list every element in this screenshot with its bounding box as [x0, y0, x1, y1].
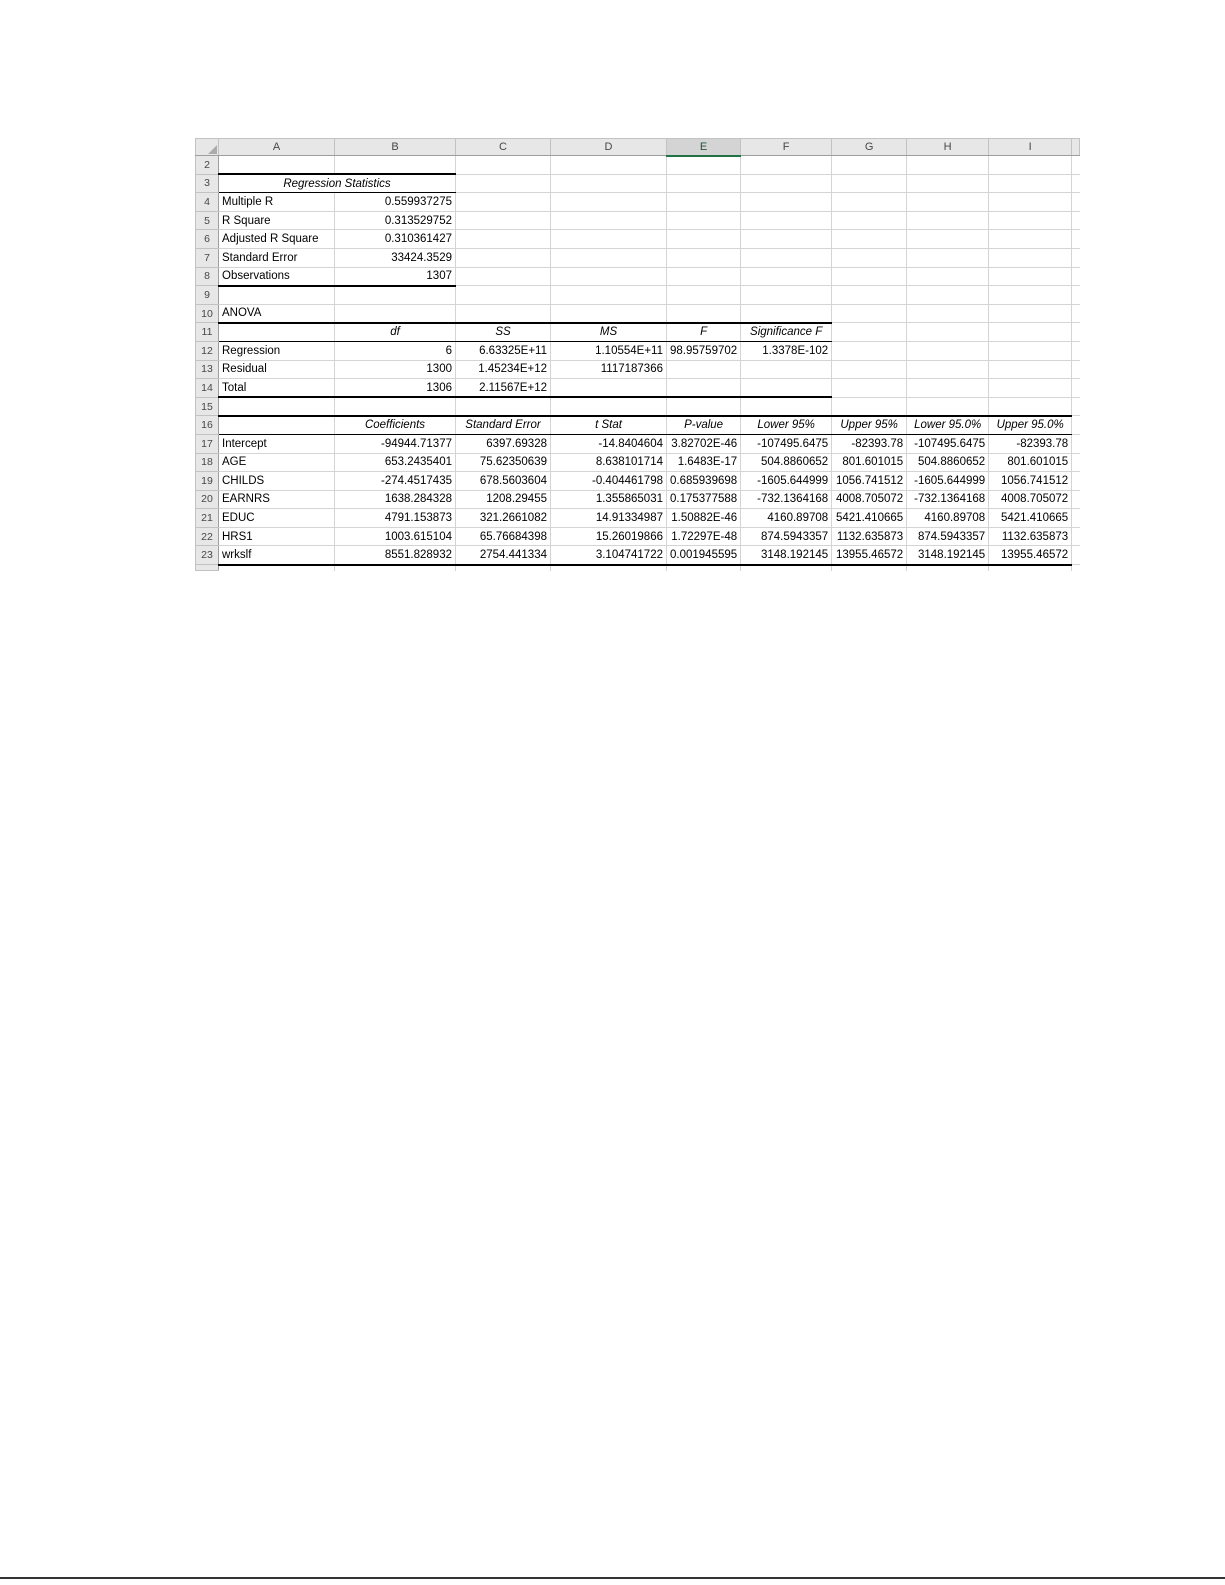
- cell-I17[interactable]: -82393.78: [989, 434, 1072, 453]
- cell-F7[interactable]: [741, 248, 832, 267]
- cell-D16[interactable]: t Stat: [551, 416, 667, 435]
- row-header-19[interactable]: 19: [196, 472, 219, 491]
- cell-I9[interactable]: [989, 286, 1072, 305]
- row-header-2[interactable]: 2: [196, 156, 219, 175]
- cell-F16[interactable]: Lower 95%: [741, 416, 832, 435]
- cell-C2[interactable]: [456, 156, 551, 175]
- cell-G3[interactable]: [832, 174, 907, 193]
- cell-E4[interactable]: [667, 193, 741, 212]
- cell-A16[interactable]: [219, 416, 335, 435]
- cell-A13[interactable]: Residual: [219, 360, 335, 379]
- cell-B16[interactable]: Coefficients: [335, 416, 456, 435]
- row-header-13[interactable]: 13: [196, 360, 219, 379]
- cell-I6[interactable]: [989, 230, 1072, 249]
- cell-H3[interactable]: [907, 174, 989, 193]
- column-header-C[interactable]: C: [456, 139, 551, 156]
- cell-G9[interactable]: [832, 286, 907, 305]
- cell-edge-15[interactable]: [1072, 397, 1080, 416]
- cell-C20[interactable]: 1208.29455: [456, 490, 551, 509]
- cell-B2[interactable]: [335, 156, 456, 175]
- cell-edge-7[interactable]: [1072, 248, 1080, 267]
- cell-E12[interactable]: 98.95759702: [667, 341, 741, 360]
- cell-B20[interactable]: 1638.284328: [335, 490, 456, 509]
- cell-I8[interactable]: [989, 267, 1072, 286]
- cell-F10[interactable]: [741, 304, 832, 323]
- row-header-partial[interactable]: [196, 565, 219, 571]
- cell-D20[interactable]: 1.355865031: [551, 490, 667, 509]
- cell-E11[interactable]: F: [667, 323, 741, 342]
- cell-D6[interactable]: [551, 230, 667, 249]
- cell-D23[interactable]: 3.104741722: [551, 546, 667, 565]
- cell-B18[interactable]: 653.2435401: [335, 453, 456, 472]
- cell-partial-9[interactable]: [1072, 565, 1080, 571]
- cell-edge-16[interactable]: [1072, 416, 1080, 435]
- cell-B19[interactable]: -274.4517435: [335, 472, 456, 491]
- cell-G16[interactable]: Upper 95%: [832, 416, 907, 435]
- cell-F20[interactable]: -732.1364168: [741, 490, 832, 509]
- cell-A3[interactable]: Regression Statistics: [219, 174, 456, 193]
- row-header-18[interactable]: 18: [196, 453, 219, 472]
- cell-B11[interactable]: df: [335, 323, 456, 342]
- cell-A15[interactable]: [219, 397, 335, 416]
- cell-A4[interactable]: Multiple R: [219, 193, 335, 212]
- column-header-H[interactable]: H: [907, 139, 989, 156]
- row-header-10[interactable]: 10: [196, 304, 219, 323]
- spreadsheet-grid: [195, 138, 1080, 571]
- cell-F4[interactable]: [741, 193, 832, 212]
- cell-H11[interactable]: [907, 323, 989, 342]
- column-header-A[interactable]: A: [219, 139, 335, 156]
- cell-A20[interactable]: EARNRS: [219, 490, 335, 509]
- row-header-17[interactable]: 17: [196, 434, 219, 453]
- cell-edge-3[interactable]: [1072, 174, 1080, 193]
- cell-D3[interactable]: [551, 174, 667, 193]
- cell-E17[interactable]: 3.82702E-46: [667, 434, 741, 453]
- cell-B10[interactable]: [335, 304, 456, 323]
- cell-D12[interactable]: 1.10554E+11: [551, 341, 667, 360]
- cell-C17[interactable]: 6397.69328: [456, 434, 551, 453]
- cell-G20[interactable]: 4008.705072: [832, 490, 907, 509]
- cell-H2[interactable]: [907, 156, 989, 175]
- cell-F5[interactable]: [741, 211, 832, 230]
- row-header-15[interactable]: 15: [196, 397, 219, 416]
- cell-G2[interactable]: [832, 156, 907, 175]
- cell-E5[interactable]: [667, 211, 741, 230]
- cell-G17[interactable]: -82393.78: [832, 434, 907, 453]
- cell-D18[interactable]: 8.638101714: [551, 453, 667, 472]
- cell-G23[interactable]: 13955.46572: [832, 546, 907, 565]
- cell-H9[interactable]: [907, 286, 989, 305]
- cell-H16[interactable]: Lower 95.0%: [907, 416, 989, 435]
- cell-C9[interactable]: [456, 286, 551, 305]
- cell-edge-4[interactable]: [1072, 193, 1080, 212]
- cell-C12[interactable]: 6.63325E+11: [456, 341, 551, 360]
- cell-A9[interactable]: [219, 286, 335, 305]
- cell-I7[interactable]: [989, 248, 1072, 267]
- cell-G7[interactable]: [832, 248, 907, 267]
- cell-D2[interactable]: [551, 156, 667, 175]
- cell-E18[interactable]: 1.6483E-17: [667, 453, 741, 472]
- cell-F13[interactable]: [741, 360, 832, 379]
- cell-C11[interactable]: SS: [456, 323, 551, 342]
- column-header-E[interactable]: E: [667, 139, 741, 156]
- cell-I19[interactable]: 1056.741512: [989, 472, 1072, 491]
- cell-I23[interactable]: 13955.46572: [989, 546, 1072, 565]
- cell-partial-1[interactable]: [335, 565, 456, 571]
- row-header-7[interactable]: 7: [196, 248, 219, 267]
- column-header-B[interactable]: B: [335, 139, 456, 156]
- cell-H18[interactable]: 504.8860652: [907, 453, 989, 472]
- cell-I4[interactable]: [989, 193, 1072, 212]
- cell-G13[interactable]: [832, 360, 907, 379]
- cell-D7[interactable]: [551, 248, 667, 267]
- row-header-6[interactable]: 6: [196, 230, 219, 249]
- cell-B13[interactable]: 1300: [335, 360, 456, 379]
- cell-A18[interactable]: AGE: [219, 453, 335, 472]
- cell-G10[interactable]: [832, 304, 907, 323]
- cell-B17[interactable]: -94944.71377: [335, 434, 456, 453]
- cell-F9[interactable]: [741, 286, 832, 305]
- cell-G12[interactable]: [832, 341, 907, 360]
- row-header-9[interactable]: 9: [196, 286, 219, 305]
- cell-C5[interactable]: [456, 211, 551, 230]
- select-all-button[interactable]: [196, 139, 219, 156]
- cell-F18[interactable]: 504.8860652: [741, 453, 832, 472]
- cell-B5[interactable]: 0.313529752: [335, 211, 456, 230]
- cell-partial-6[interactable]: [832, 565, 907, 571]
- cell-B21[interactable]: 4791.153873: [335, 509, 456, 528]
- cell-C16[interactable]: Standard Error: [456, 416, 551, 435]
- cell-I22[interactable]: 1132.635873: [989, 527, 1072, 546]
- cell-G14[interactable]: [832, 379, 907, 398]
- column-header-I[interactable]: I: [989, 139, 1072, 156]
- cell-G21[interactable]: 5421.410665: [832, 509, 907, 528]
- cell-edge-9[interactable]: [1072, 286, 1080, 305]
- page-bottom-rule: [0, 1577, 1225, 1579]
- cell-H21[interactable]: 4160.89708: [907, 509, 989, 528]
- cell-A23[interactable]: wrkslf: [219, 546, 335, 565]
- cell-D4[interactable]: [551, 193, 667, 212]
- cell-I2[interactable]: [989, 156, 1072, 175]
- cell-E22[interactable]: 1.72297E-48: [667, 527, 741, 546]
- row-header-14[interactable]: 14: [196, 379, 219, 398]
- cell-H4[interactable]: [907, 193, 989, 212]
- cell-partial-0[interactable]: [219, 565, 335, 571]
- cell-A11[interactable]: [219, 323, 335, 342]
- cell-D9[interactable]: [551, 286, 667, 305]
- cell-F23[interactable]: 3148.192145: [741, 546, 832, 565]
- cell-partial-2[interactable]: [456, 565, 551, 571]
- cell-edge-6[interactable]: [1072, 230, 1080, 249]
- cell-C21[interactable]: 321.2661082: [456, 509, 551, 528]
- cell-E19[interactable]: 0.685939698: [667, 472, 741, 491]
- row-header-4[interactable]: 4: [196, 193, 219, 212]
- cell-E10[interactable]: [667, 304, 741, 323]
- cell-H17[interactable]: -107495.6475: [907, 434, 989, 453]
- column-header-edge[interactable]: [1072, 139, 1080, 156]
- cell-E16[interactable]: P-value: [667, 416, 741, 435]
- cell-H5[interactable]: [907, 211, 989, 230]
- cell-edge-21[interactable]: [1072, 509, 1080, 528]
- row-header-16[interactable]: 16: [196, 416, 219, 435]
- cell-A5[interactable]: R Square: [219, 211, 335, 230]
- row-header-11[interactable]: 11: [196, 323, 219, 342]
- cell-H20[interactable]: -732.1364168: [907, 490, 989, 509]
- cell-edge-22[interactable]: [1072, 527, 1080, 546]
- cell-I3[interactable]: [989, 174, 1072, 193]
- cell-B15[interactable]: [335, 397, 456, 416]
- cell-edge-20[interactable]: [1072, 490, 1080, 509]
- column-header-F[interactable]: F: [741, 139, 832, 156]
- cell-G5[interactable]: [832, 211, 907, 230]
- cell-C3[interactable]: [456, 174, 551, 193]
- select-all-icon: [208, 145, 217, 154]
- cell-edge-2[interactable]: [1072, 156, 1080, 175]
- cell-E2[interactable]: [667, 156, 741, 175]
- cell-F11[interactable]: Significance F: [741, 323, 832, 342]
- cell-C14[interactable]: 2.11567E+12: [456, 379, 551, 398]
- cell-F6[interactable]: [741, 230, 832, 249]
- cell-B9[interactable]: [335, 286, 456, 305]
- cell-G11[interactable]: [832, 323, 907, 342]
- cell-H23[interactable]: 3148.192145: [907, 546, 989, 565]
- cell-edge-11[interactable]: [1072, 323, 1080, 342]
- cell-D8[interactable]: [551, 267, 667, 286]
- cell-partial-3[interactable]: [551, 565, 667, 571]
- cell-H10[interactable]: [907, 304, 989, 323]
- column-header-G[interactable]: G: [832, 139, 907, 156]
- column-header-D[interactable]: D: [551, 139, 667, 156]
- row-header-22[interactable]: 22: [196, 527, 219, 546]
- cell-H19[interactable]: -1605.644999: [907, 472, 989, 491]
- cell-G19[interactable]: 1056.741512: [832, 472, 907, 491]
- cell-I21[interactable]: 5421.410665: [989, 509, 1072, 528]
- cell-edge-23[interactable]: [1072, 546, 1080, 565]
- cell-edge-19[interactable]: [1072, 472, 1080, 491]
- cell-B7[interactable]: 33424.3529: [335, 248, 456, 267]
- cell-edge-18[interactable]: [1072, 453, 1080, 472]
- cell-H14[interactable]: [907, 379, 989, 398]
- cell-E23[interactable]: 0.001945595: [667, 546, 741, 565]
- cell-F19[interactable]: -1605.644999: [741, 472, 832, 491]
- cell-F14[interactable]: [741, 379, 832, 398]
- cell-B23[interactable]: 8551.828932: [335, 546, 456, 565]
- cell-D11[interactable]: MS: [551, 323, 667, 342]
- cell-B22[interactable]: 1003.615104: [335, 527, 456, 546]
- cell-A22[interactable]: HRS1: [219, 527, 335, 546]
- cell-E3[interactable]: [667, 174, 741, 193]
- cell-A14[interactable]: Total: [219, 379, 335, 398]
- cell-A21[interactable]: EDUC: [219, 509, 335, 528]
- cell-F17[interactable]: -107495.6475: [741, 434, 832, 453]
- cell-edge-5[interactable]: [1072, 211, 1080, 230]
- cell-A7[interactable]: Standard Error: [219, 248, 335, 267]
- cell-A17[interactable]: Intercept: [219, 434, 335, 453]
- cell-C4[interactable]: [456, 193, 551, 212]
- cell-E8[interactable]: [667, 267, 741, 286]
- row-header-12[interactable]: 12: [196, 341, 219, 360]
- cell-B4[interactable]: 0.559937275: [335, 193, 456, 212]
- cell-D19[interactable]: -0.404461798: [551, 472, 667, 491]
- cell-G22[interactable]: 1132.635873: [832, 527, 907, 546]
- cell-H15[interactable]: [907, 397, 989, 416]
- cell-H7[interactable]: [907, 248, 989, 267]
- cell-H8[interactable]: [907, 267, 989, 286]
- cell-D17[interactable]: -14.8404604: [551, 434, 667, 453]
- cell-E15[interactable]: [667, 397, 741, 416]
- cell-C6[interactable]: [456, 230, 551, 249]
- cell-D22[interactable]: 15.26019866: [551, 527, 667, 546]
- cell-F2[interactable]: [741, 156, 832, 175]
- cell-A19[interactable]: CHILDS: [219, 472, 335, 491]
- row-header-8[interactable]: 8: [196, 267, 219, 286]
- cell-D10[interactable]: [551, 304, 667, 323]
- cell-E20[interactable]: 0.175377588: [667, 490, 741, 509]
- cell-H13[interactable]: [907, 360, 989, 379]
- row-header-23[interactable]: 23: [196, 546, 219, 565]
- cell-partial-4[interactable]: [667, 565, 741, 571]
- cell-F12[interactable]: 1.3378E-102: [741, 341, 832, 360]
- cell-C23[interactable]: 2754.441334: [456, 546, 551, 565]
- row-header-3[interactable]: 3: [196, 174, 219, 193]
- cell-G8[interactable]: [832, 267, 907, 286]
- cell-H12[interactable]: [907, 341, 989, 360]
- row-header-5[interactable]: 5: [196, 211, 219, 230]
- row-header-20[interactable]: 20: [196, 490, 219, 509]
- cell-D13[interactable]: 1117187366: [551, 360, 667, 379]
- cell-I5[interactable]: [989, 211, 1072, 230]
- cell-I18[interactable]: 801.601015: [989, 453, 1072, 472]
- cell-C18[interactable]: 75.62350639: [456, 453, 551, 472]
- cell-I16[interactable]: Upper 95.0%: [989, 416, 1072, 435]
- cell-B14[interactable]: 1306: [335, 379, 456, 398]
- cell-G4[interactable]: [832, 193, 907, 212]
- cell-edge-12[interactable]: [1072, 341, 1080, 360]
- cell-I12[interactable]: [989, 341, 1072, 360]
- cell-A8[interactable]: Observations: [219, 267, 335, 286]
- cell-F8[interactable]: [741, 267, 832, 286]
- cell-partial-8[interactable]: [989, 565, 1072, 571]
- cell-C19[interactable]: 678.5603604: [456, 472, 551, 491]
- cell-I15[interactable]: [989, 397, 1072, 416]
- cell-A2[interactable]: [219, 156, 335, 175]
- cell-I20[interactable]: 4008.705072: [989, 490, 1072, 509]
- cell-C8[interactable]: [456, 267, 551, 286]
- row-header-21[interactable]: 21: [196, 509, 219, 528]
- cell-A12[interactable]: Regression: [219, 341, 335, 360]
- cell-I10[interactable]: [989, 304, 1072, 323]
- cell-I14[interactable]: [989, 379, 1072, 398]
- cell-D5[interactable]: [551, 211, 667, 230]
- cell-I13[interactable]: [989, 360, 1072, 379]
- cell-edge-14[interactable]: [1072, 379, 1080, 398]
- cell-B8[interactable]: 1307: [335, 267, 456, 286]
- cell-F22[interactable]: 874.5943357: [741, 527, 832, 546]
- cell-C15[interactable]: [456, 397, 551, 416]
- cell-E9[interactable]: [667, 286, 741, 305]
- cell-A6[interactable]: Adjusted R Square: [219, 230, 335, 249]
- cell-E14[interactable]: [667, 379, 741, 398]
- cell-D14[interactable]: [551, 379, 667, 398]
- cell-C10[interactable]: [456, 304, 551, 323]
- cell-F3[interactable]: [741, 174, 832, 193]
- cell-D15[interactable]: [551, 397, 667, 416]
- cell-G6[interactable]: [832, 230, 907, 249]
- cell-C7[interactable]: [456, 248, 551, 267]
- cell-edge-13[interactable]: [1072, 360, 1080, 379]
- cell-I11[interactable]: [989, 323, 1072, 342]
- cell-G18[interactable]: 801.601015: [832, 453, 907, 472]
- cell-edge-10[interactable]: [1072, 304, 1080, 323]
- cell-E6[interactable]: [667, 230, 741, 249]
- cell-C22[interactable]: 65.76684398: [456, 527, 551, 546]
- cell-H6[interactable]: [907, 230, 989, 249]
- cell-F21[interactable]: 4160.89708: [741, 509, 832, 528]
- cell-A10[interactable]: ANOVA: [219, 304, 335, 323]
- cell-E13[interactable]: [667, 360, 741, 379]
- cell-partial-7[interactable]: [907, 565, 989, 571]
- cell-B12[interactable]: 6: [335, 341, 456, 360]
- cell-B6[interactable]: 0.310361427: [335, 230, 456, 249]
- cell-G15[interactable]: [832, 397, 907, 416]
- cell-partial-5[interactable]: [741, 565, 832, 571]
- cell-C13[interactable]: 1.45234E+12: [456, 360, 551, 379]
- cell-D21[interactable]: 14.91334987: [551, 509, 667, 528]
- cell-E7[interactable]: [667, 248, 741, 267]
- cell-edge-8[interactable]: [1072, 267, 1080, 286]
- cell-H22[interactable]: 874.5943357: [907, 527, 989, 546]
- cell-edge-17[interactable]: [1072, 434, 1080, 453]
- cell-E21[interactable]: 1.50882E-46: [667, 509, 741, 528]
- cell-F15[interactable]: [741, 397, 832, 416]
